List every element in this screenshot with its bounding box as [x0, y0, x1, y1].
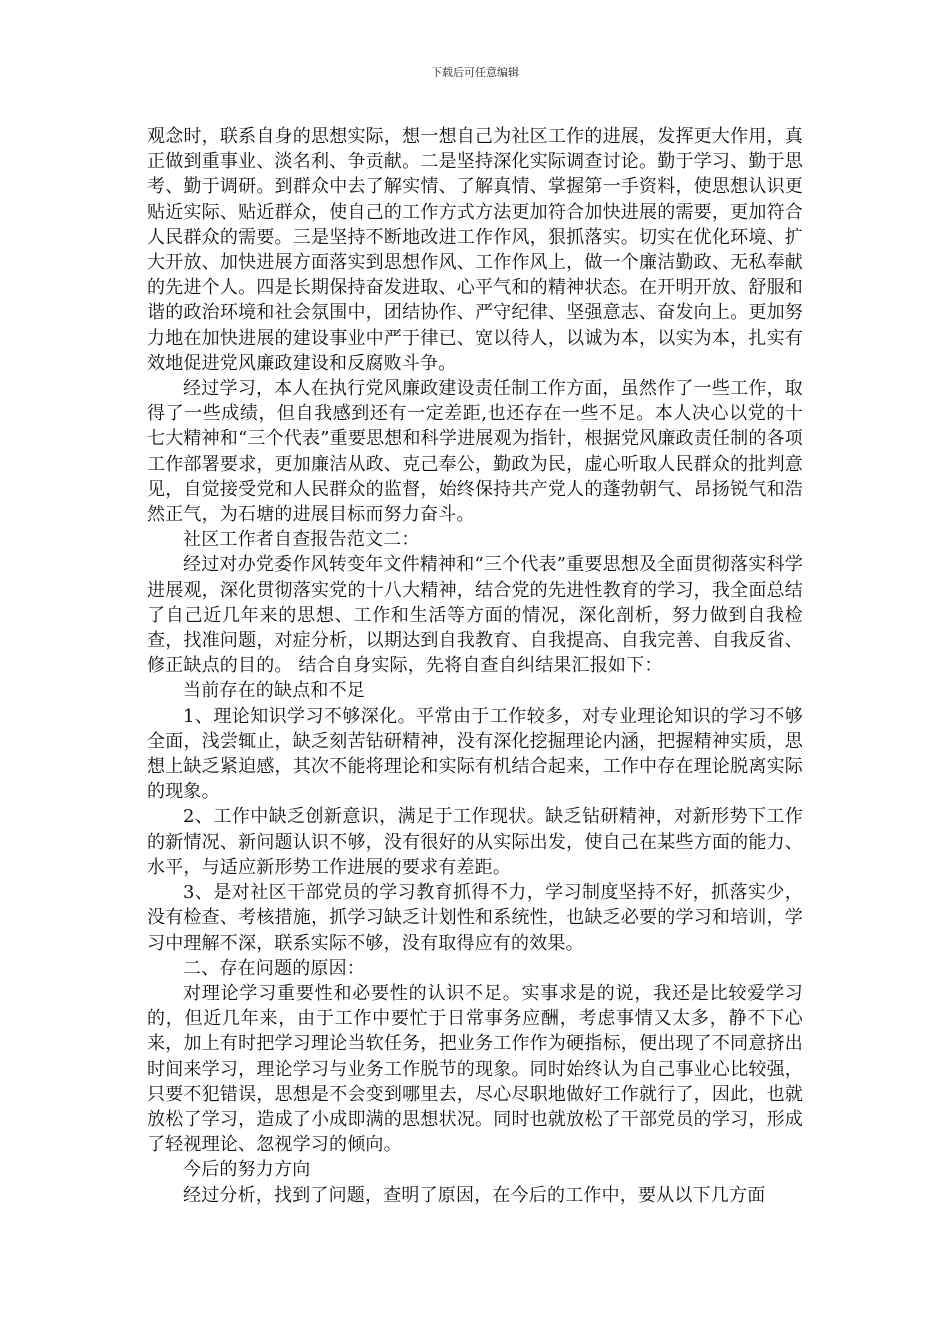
section-heading-shortcomings: 当前存在的缺点和不足 — [183, 680, 365, 702]
list-item-1: 1、理论知识学习不够深化。平常由于工作较多，对专业理论知识的学习不够全面，浅尝辄止，缺乏刻苦钻研精神，没有深化挖掘理论内涵，把握精神实质，思想上缺乏紧迫感，其次不能将理论和实际有机结合起来，工作中存在理论脱离实际的现象。 — [147, 705, 803, 803]
paragraph-4: 对理论学习重要性和必要性的认识不足。实事求是的说，我还是比较爱学习的，但近几年来，由于工作中要忙于日常事务应酬，考虑事情又太多，静不下心来，加上有时把学习理论当软任务，把业务工作作为硬指标，便出现了不同意挤出时间来学习，理论学习与业务工作脱节的现象。同时始终认为自己事业心比较强，只要不犯错误，思想是不会变到哪里去，尽心尽职地做好工作就行了，因此，也就放松了学习，造成了小成即满的思想状况。同时也就放松了干部党员的学习，形成了轻视理论、忽视学习的倾向。 — [147, 982, 803, 1156]
section-heading-direction: 今后的努力方向 — [183, 1159, 311, 1181]
paragraph-5: 经过分析，找到了问题，查明了原因，在今后的工作中，要从以下几方面 — [183, 1184, 766, 1206]
section-heading-causes: 二、存在问题的原因： — [183, 957, 365, 979]
list-item-3: 3、是对社区干部党员的学习教育抓得不力，学习制度坚持不好，抓落实少，没有检查、考核措施，抓学习缺乏计划性和系统性，也缺乏必要的学习和培训，学习中理解不深，联系实际不够，没有取得应有的效果。 — [147, 882, 803, 954]
paragraph-1: 观念时，联系自身的思想实际，想一想自己为社区工作的进展，发挥更大作用，真正做到重事业、淡名利、争贡献。二是坚持深化实际调查讨论。勤于学习、勤于思考、勤于调研。到群众中去了解实情、了解真情、掌握第一手资料，使思想认识更贴近实际、贴近群众，使自己的工作方式方法更加符合加快进展的需要，更加符合人民群众的需要。三是坚持不断地改进工作作风，狠抓落实。切实在优化环境、扩大开放、加快进展方面落实到思想作风、工作作风上，做一个廉洁勤政、无私奉献的先进个人。四是长期保持奋发进取、心平气和的精神状态。在开明开放、舒服和谐的政治环境和社会氛围中，团结协作、严守纪律、坚强意志、奋发向上。更加努力地在加快进展的建设事业中严于律已、宽以待人，以诚为本，以实为本，扎实有效地促进党风廉政建设和反腐败斗争。 — [147, 126, 803, 374]
document-body — [147, 124, 803, 1208]
list-item-2: 2、工作中缺乏创新意识，满足于工作现状。缺乏钻研精神，对新形势下工作的新情况、新问题认识不够，没有很好的从实际出发，使自己在某些方面的能力、水平，与适应新形势工作进展的要求有差距。 — [147, 806, 803, 878]
section-heading-sample-two: 社区工作者自查报告范文二： — [183, 529, 420, 551]
page-header: 下载后可任意编辑 — [431, 66, 519, 79]
paragraph-3: 经过对办党委作风转变年文件精神和“三个代表”重要思想及全面贯彻落实科学进展观，深化贯彻落实党的十八大精神，结合党的先进性教育的学习，我全面总结了自己近几年来的思想、工作和生活等方面的情况，深化剖析，努力做到自我检查，找准问题，对症分析，以期达到自我教育、自我提高、自我完善、自我反省、修正缺点的目的。 结合自身实际，先将自查自纠结果汇报如下： — [147, 554, 803, 677]
paragraph-2: 经过学习，本人在执行党风廉政建设责任制工作方面，虽然作了一些工作，取得了一些成绩，但自我感到还有一定差距,也还存在一些不足。本人决心以党的十七大精神和“三个代表”重要思想和科学进展观为指针，根据党风廉政责任制的各项工作部署要求，更加廉洁从政、克己奉公，勤政为民，虚心听取人民群众的批判意见，自觉接受党和人民群众的监督，始终保持共产党人的蓬勃朝气、昂扬锐气和浩然正气，为石塘的进展目标而努力奋斗。 — [147, 378, 803, 526]
